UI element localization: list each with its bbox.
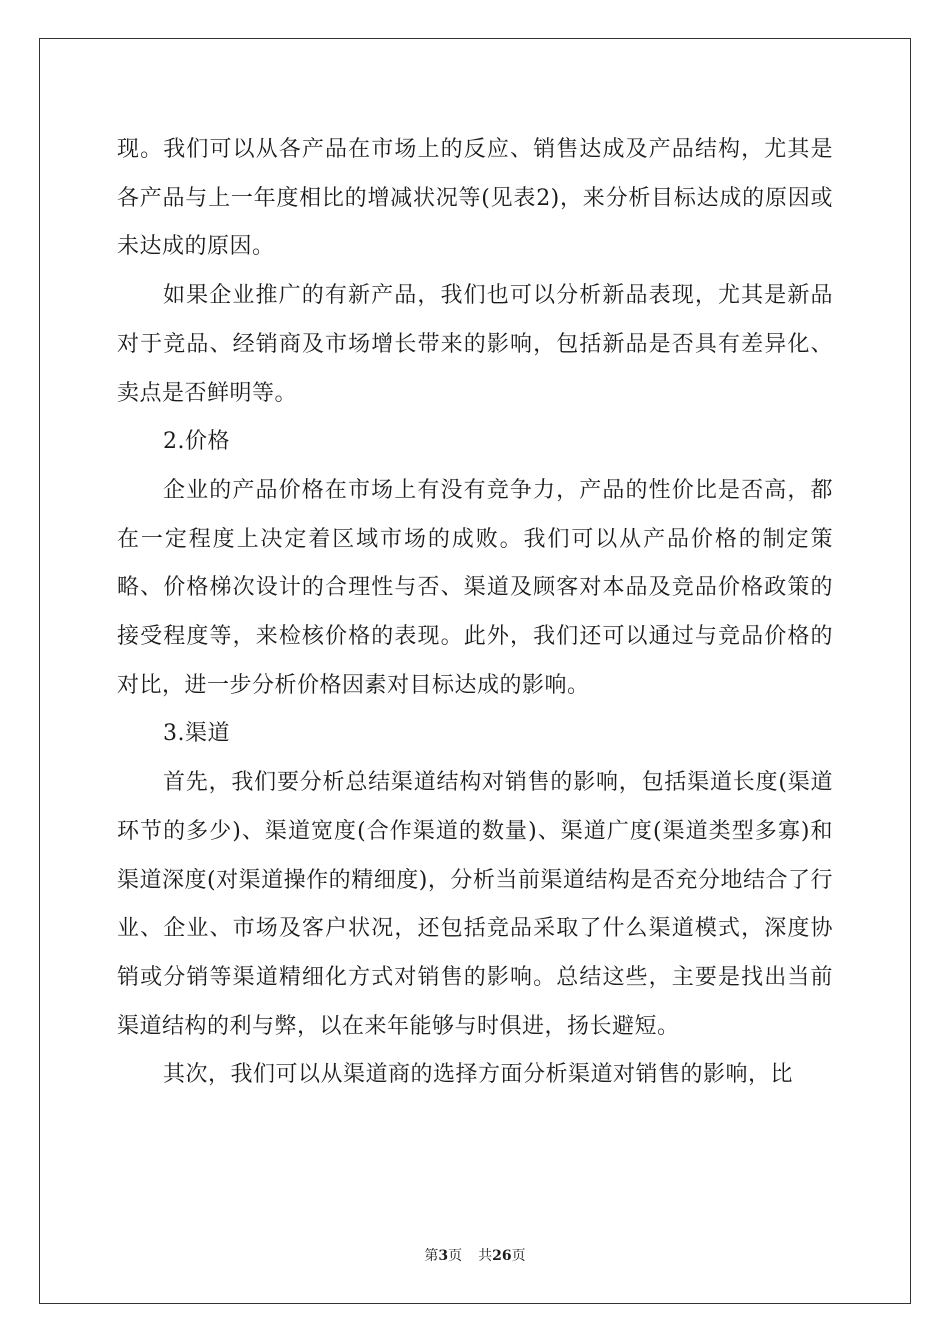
- section-heading-price: 2.价格: [163, 429, 230, 455]
- paragraph-3: 企业的产品价格在市场上有没有竞争力，产品的性价比是否高，都在一定程度上决定着区域市场的成败。我们可以从产品价格的制定策略、价格梯次设计的合理性与否、渠道及顾客对本品及竞品价格政策的接受程度等，来检核价格的表现。此外，我们还可以通过与竞品价格的对比，进一步分析价格因素对目标达成的影响。: [117, 477, 833, 698]
- total-suffix: 页: [511, 1248, 526, 1264]
- paragraph-5: 其次，我们可以从渠道商的选择方面分析渠道对销售的影响，比: [163, 1062, 794, 1088]
- page-footer: [0, 1245, 950, 1265]
- document-body: [117, 126, 833, 1100]
- paragraph-2: 如果企业推广的有新产品，我们也可以分析新品表现，尤其是新品对于竞品、经销商及市场增长带来的影响，包括新品是否具有差异化、卖点是否鲜明等。: [117, 283, 833, 406]
- page-prefix: 第: [424, 1248, 439, 1264]
- page-total: 26: [492, 1248, 512, 1264]
- section-heading-channel: 3.渠道: [163, 721, 230, 747]
- page-suffix: 页: [448, 1248, 463, 1264]
- paragraph-4: 首先，我们要分析总结渠道结构对销售的影响，包括渠道长度(渠道环节的多少)、渠道宽度(合作渠道的数量)、渠道广度(渠道类型多寡)和渠道深度(对渠道操作的精细度)，分析当前渠道结构是否充分地结合了行业、企业、市场及客户状况，还包括竞品采取了什么渠道模式，深度协销或分销等渠道精细化方式对销售的影响。总结这些，主要是找出当前渠道结构的利与弊，以在来年能够与时俱进，扬长避短。: [117, 770, 833, 1039]
- paragraph-1: 现。我们可以从各产品在市场上的反应、销售达成及产品结构，尤其是各产品与上一年度相比的增减状况等(见表2)，来分析目标达成的原因或未达成的原因。: [117, 137, 833, 260]
- total-prefix: 共: [478, 1248, 493, 1264]
- page-current: 3: [438, 1248, 449, 1264]
